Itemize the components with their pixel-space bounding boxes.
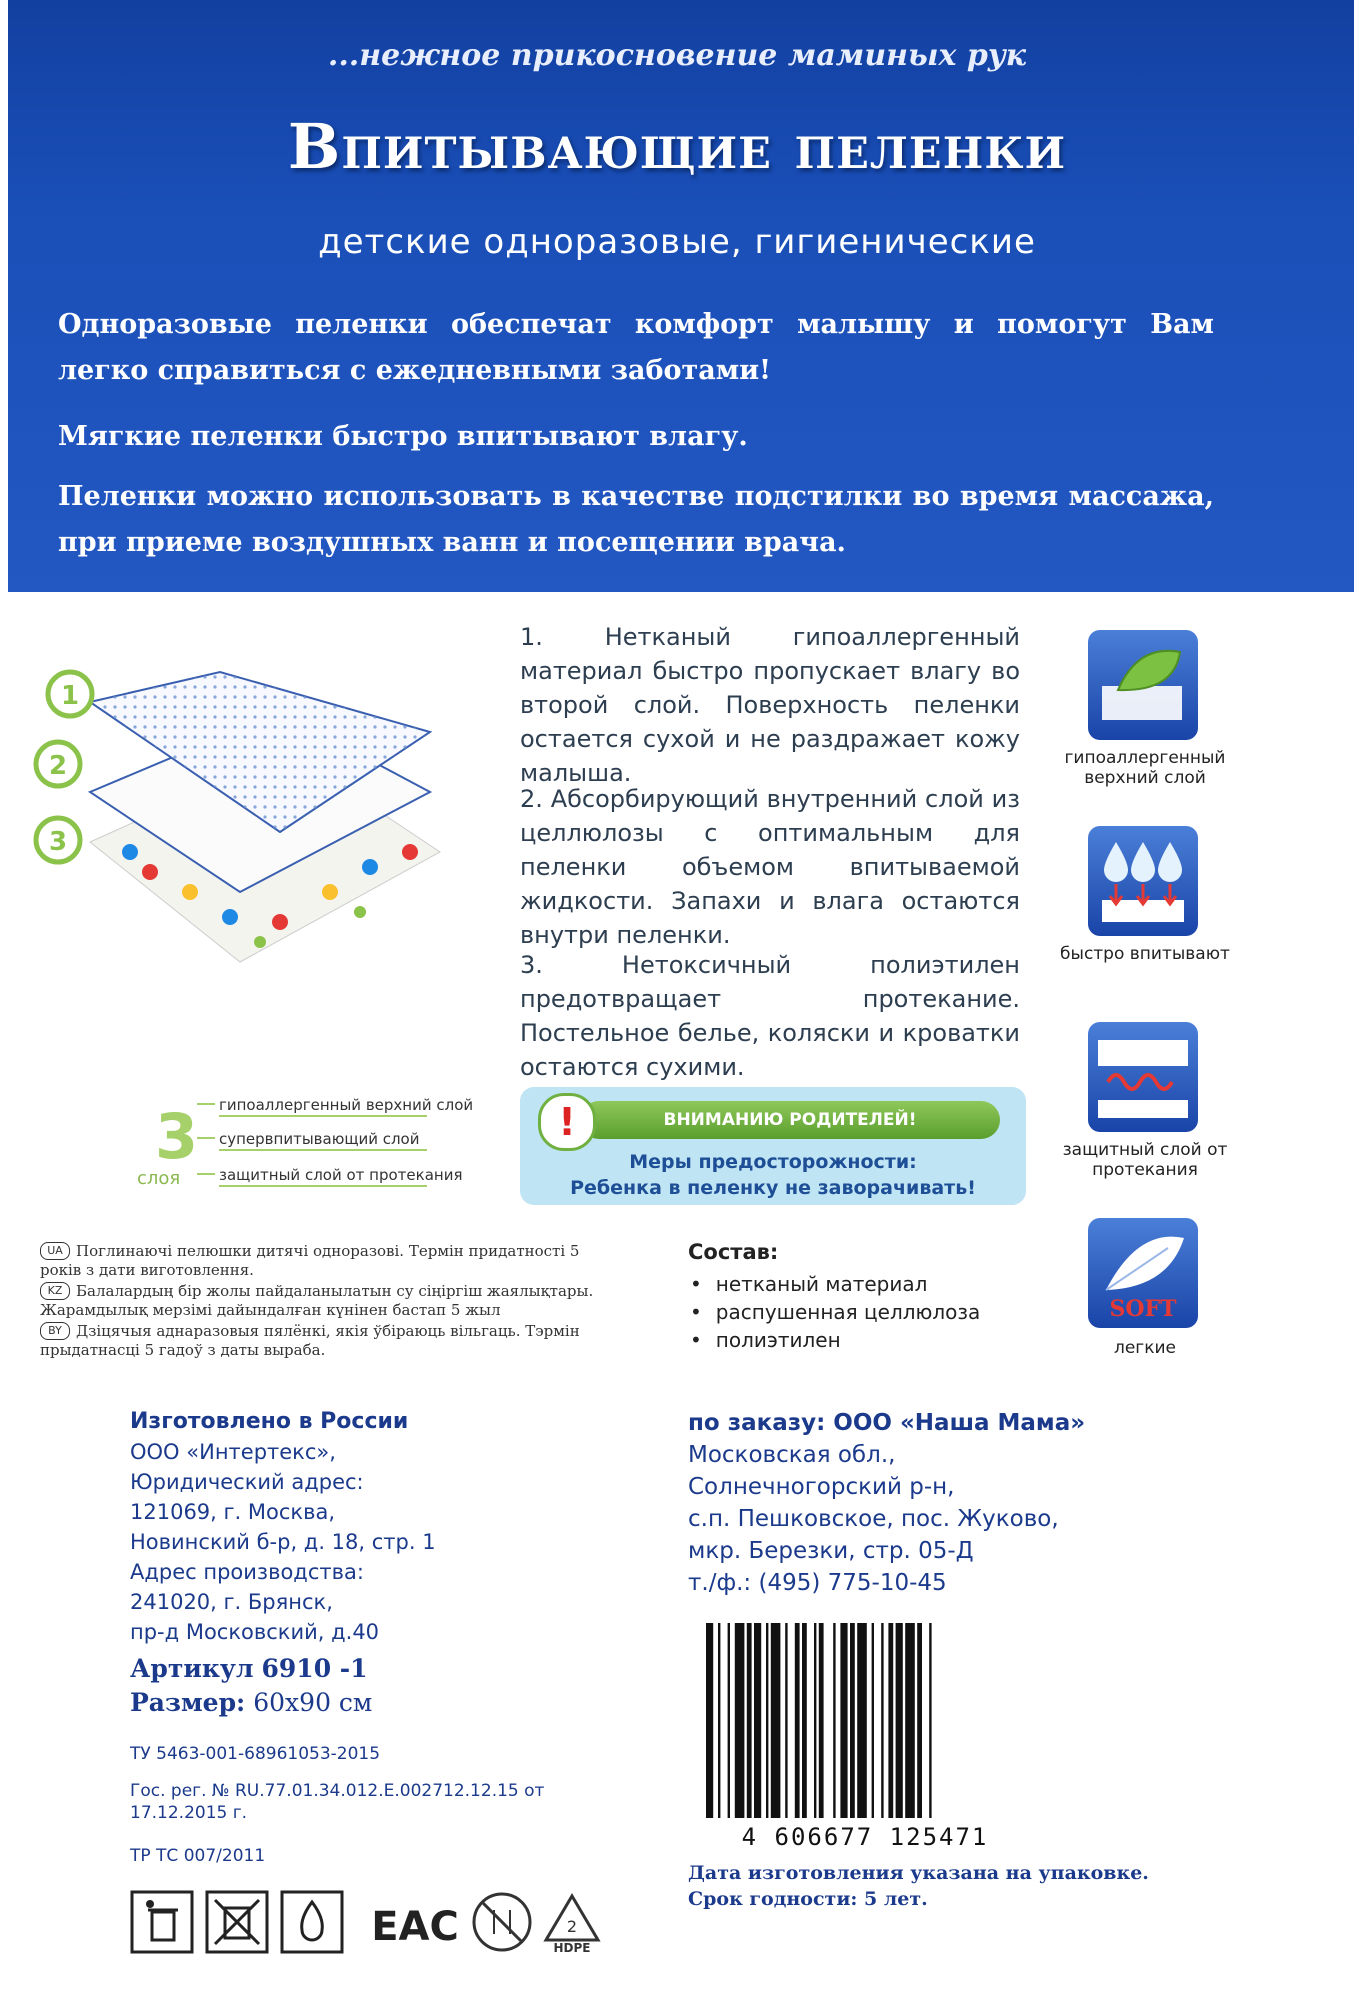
eac-mark	[371, 1890, 459, 1954]
tu-number: ТУ 5463-001-68961053-2015	[130, 1744, 381, 1764]
manufacturer-line: пр-д Московский, д.40	[130, 1620, 380, 1644]
svg-text:2: 2	[566, 1917, 578, 1936]
layer-description-1: 1. Нетканый гипоаллергенный материал быстро пропускает влагу во второй слой. Поверхность пеленки остается сухой и не раздражает кожу малыша.	[520, 623, 1020, 787]
manufacturer-line: Адрес производства:	[130, 1560, 364, 1584]
article-size	[130, 1652, 372, 1720]
article-value: 6910 -1	[261, 1654, 368, 1683]
legend-count: 3	[155, 1100, 199, 1173]
layer-number-2	[36, 742, 80, 786]
warning-line-2: Ребенка в пеленку не заворачивать!	[570, 1177, 976, 1199]
composition	[688, 1240, 1028, 1354]
barcode-bar	[766, 1623, 768, 1818]
header-paragraph-3: Пеленки можно использовать в качестве подстилки во время массажа, при приеме воздушных ванн и посещении врача.	[58, 481, 1214, 558]
article-label: Артикул	[130, 1654, 254, 1683]
tagline: ...нежное прикосновение маминых рук	[327, 38, 1027, 73]
barcode-bar	[857, 1623, 867, 1818]
barcode-bar	[802, 1623, 807, 1818]
svg-text:EAC: EAC	[371, 1904, 459, 1950]
recycle-icon	[540, 1890, 604, 1954]
size-value: 60x90 см	[253, 1688, 373, 1717]
svg-text:2: 2	[48, 751, 68, 781]
manufacturer-info	[130, 1407, 550, 1647]
barcode-bar	[833, 1623, 835, 1818]
trash-bin-icon	[130, 1890, 194, 1954]
lang-text-ua: Поглинаючі пелюшки дитячі одноразові. Термін придатності 5 років з дати виготовлення.	[40, 1242, 580, 1279]
lang-text-by: Дзіцячыя аднаразовыя пялёнкі, якія ўбіраюць вільгаць. Тэрмін прыдатнасці 5 гадоў з даты выраба.	[40, 1322, 580, 1359]
layer-shield-icon	[1088, 1022, 1198, 1132]
exclamation-icon: !	[538, 1093, 596, 1151]
barcode-bar	[754, 1623, 761, 1818]
svg-text:1: 1	[60, 681, 80, 711]
order-line: Солнечногорский р-н,	[688, 1474, 955, 1500]
composition-item: • полиэтилен	[688, 1326, 1028, 1354]
lang-by	[40, 1322, 600, 1360]
no-toilet-icon	[205, 1890, 269, 1954]
layers-legend	[135, 1092, 474, 1192]
feature-caption-light: легкие	[1113, 1338, 1177, 1358]
production-dates	[688, 1860, 1168, 1912]
barcode	[700, 1615, 1030, 1855]
size-label: Размер:	[130, 1688, 246, 1717]
barcode-bar	[840, 1623, 847, 1818]
warning-text	[520, 1149, 1026, 1201]
no-food-icon	[470, 1890, 534, 1954]
barcode-bar	[706, 1623, 713, 1818]
date-line-2: Срок годности: 5 лет.	[688, 1888, 928, 1910]
composition-item: • распушенная целлюлоза	[688, 1298, 1028, 1326]
header-paragraph-2: Мягкие пеленки быстро впитывают влагу.	[58, 421, 748, 452]
date-line-1: Дата изготовления указана на упаковке.	[688, 1862, 1149, 1884]
flame-icon	[280, 1890, 344, 1954]
lang-code-ua: UA	[40, 1242, 70, 1260]
barcode-bar	[917, 1623, 922, 1818]
barcode-bar	[888, 1623, 893, 1818]
barcode-bar	[771, 1623, 781, 1818]
diaper-layers-illustration	[30, 622, 460, 1022]
layer-number-1	[48, 672, 92, 716]
soft-badge: SOFT	[1109, 1296, 1177, 1322]
manufacturer-title: Изготовлено в России	[130, 1409, 409, 1434]
gos-registration: Гос. рег. № RU.77.01.34.012.Е.002712.12.15 от 17.12.2015 г.	[130, 1781, 545, 1823]
layer-description-3: 3. Нетоксичный полиэтилен предотвращает протекание. Постельное белье, коляски и кроватки остаются сухими.	[520, 951, 1020, 1081]
parents-warning-box	[520, 1087, 1026, 1205]
barcode-bar	[814, 1623, 816, 1818]
drops-icon	[1088, 826, 1198, 936]
layer-number-3	[36, 818, 80, 862]
barcode-bar	[728, 1623, 730, 1818]
order-line: с.п. Пешковское, пос. Жуково,	[688, 1506, 1059, 1532]
lang-code-kz: KZ	[40, 1282, 70, 1300]
lang-ua	[40, 1242, 600, 1280]
feature-caption-protection: защитный слой от протекания	[1062, 1140, 1228, 1180]
layer-description-2: 2. Абсорбирующий внутренний слой из целлюлозы с оптимальным для пеленки объемом впитываемой жидкости. Запахи и влага остаются внутри пеленки.	[520, 785, 1020, 949]
order-line: мкр. Березки, стр. 05-Д	[688, 1538, 974, 1564]
leaf-icon	[1088, 630, 1198, 740]
barcode-bar	[735, 1623, 745, 1818]
order-line: Московская обл.,	[688, 1442, 896, 1468]
feature-caption-hypoallergenic: гипоаллергенный верхний слой	[1064, 748, 1226, 788]
lang-code-by: BY	[40, 1322, 70, 1340]
barcode-bar	[850, 1623, 855, 1818]
barcode-bar	[896, 1623, 903, 1818]
barcode-bar	[905, 1623, 915, 1818]
barcode-bar	[718, 1623, 720, 1818]
manufacturer-line: Юридический адрес:	[130, 1470, 364, 1494]
subtitle: детские одноразовые, гигиенические	[318, 222, 1036, 262]
barcode-bar	[747, 1623, 752, 1818]
manufacturer-line: 121069, г. Москва,	[130, 1500, 336, 1524]
barcode-bar	[881, 1623, 883, 1818]
lang-text-kz: Балалардың бір жолы пайдаланылатын су сіңіргіш жаялықтары. Жарамдылық мерзімі дайындалған күнінен бастап 5 жыл	[40, 1282, 594, 1319]
feather-icon	[1088, 1218, 1198, 1328]
warning-badge: ВНИМАНИЮ РОДИТЕЛЕЙ!	[580, 1101, 1000, 1139]
composition-title: Состав:	[688, 1240, 779, 1264]
page-title: Впитывающие пеленки	[287, 110, 1067, 183]
order-info	[688, 1407, 1108, 1599]
manufacturer-line: Новинский б-р, д. 18, стр. 1	[130, 1530, 436, 1554]
legend-unit: слоя	[137, 1168, 181, 1189]
barcode-bars	[700, 1615, 1030, 1820]
header-paragraph-1: Одноразовые пеленки обеспечат комфорт малышу и помогут Вам легко справиться с ежедневными заботами!	[58, 309, 1214, 386]
manufacturer-line: ООО «Интертекс»,	[130, 1440, 336, 1464]
legend-item-1: гипоаллергенный верхний слой	[219, 1096, 474, 1114]
order-line: т./ф.: (495) 775-10-45	[688, 1570, 947, 1596]
legend-item-3: защитный слой от протекания	[219, 1166, 463, 1184]
feature-caption-absorb: быстро впитывают	[1060, 944, 1230, 964]
barcode-bar	[819, 1623, 824, 1818]
legend-item-2: супервпитывающий слой	[219, 1130, 420, 1148]
composition-item: • нетканый материал	[688, 1270, 1028, 1298]
tr-ts: ТР ТС 007/2011	[130, 1846, 266, 1866]
barcode-bar	[929, 1623, 931, 1818]
barcode-digits: 4 606677 125471	[741, 1823, 989, 1851]
order-title: по заказу: ООО «Наша Мама»	[688, 1410, 1086, 1436]
svg-text:3: 3	[48, 827, 68, 857]
barcode-bar	[795, 1623, 800, 1818]
barcode-bar	[785, 1623, 787, 1818]
svg-text:HDPE: HDPE	[553, 1941, 591, 1955]
manufacturer-line: 241020, г. Брянск,	[130, 1590, 333, 1614]
warning-line-1: Меры предосторожности:	[629, 1151, 917, 1173]
barcode-bar	[872, 1623, 874, 1818]
lang-kz	[40, 1282, 600, 1320]
